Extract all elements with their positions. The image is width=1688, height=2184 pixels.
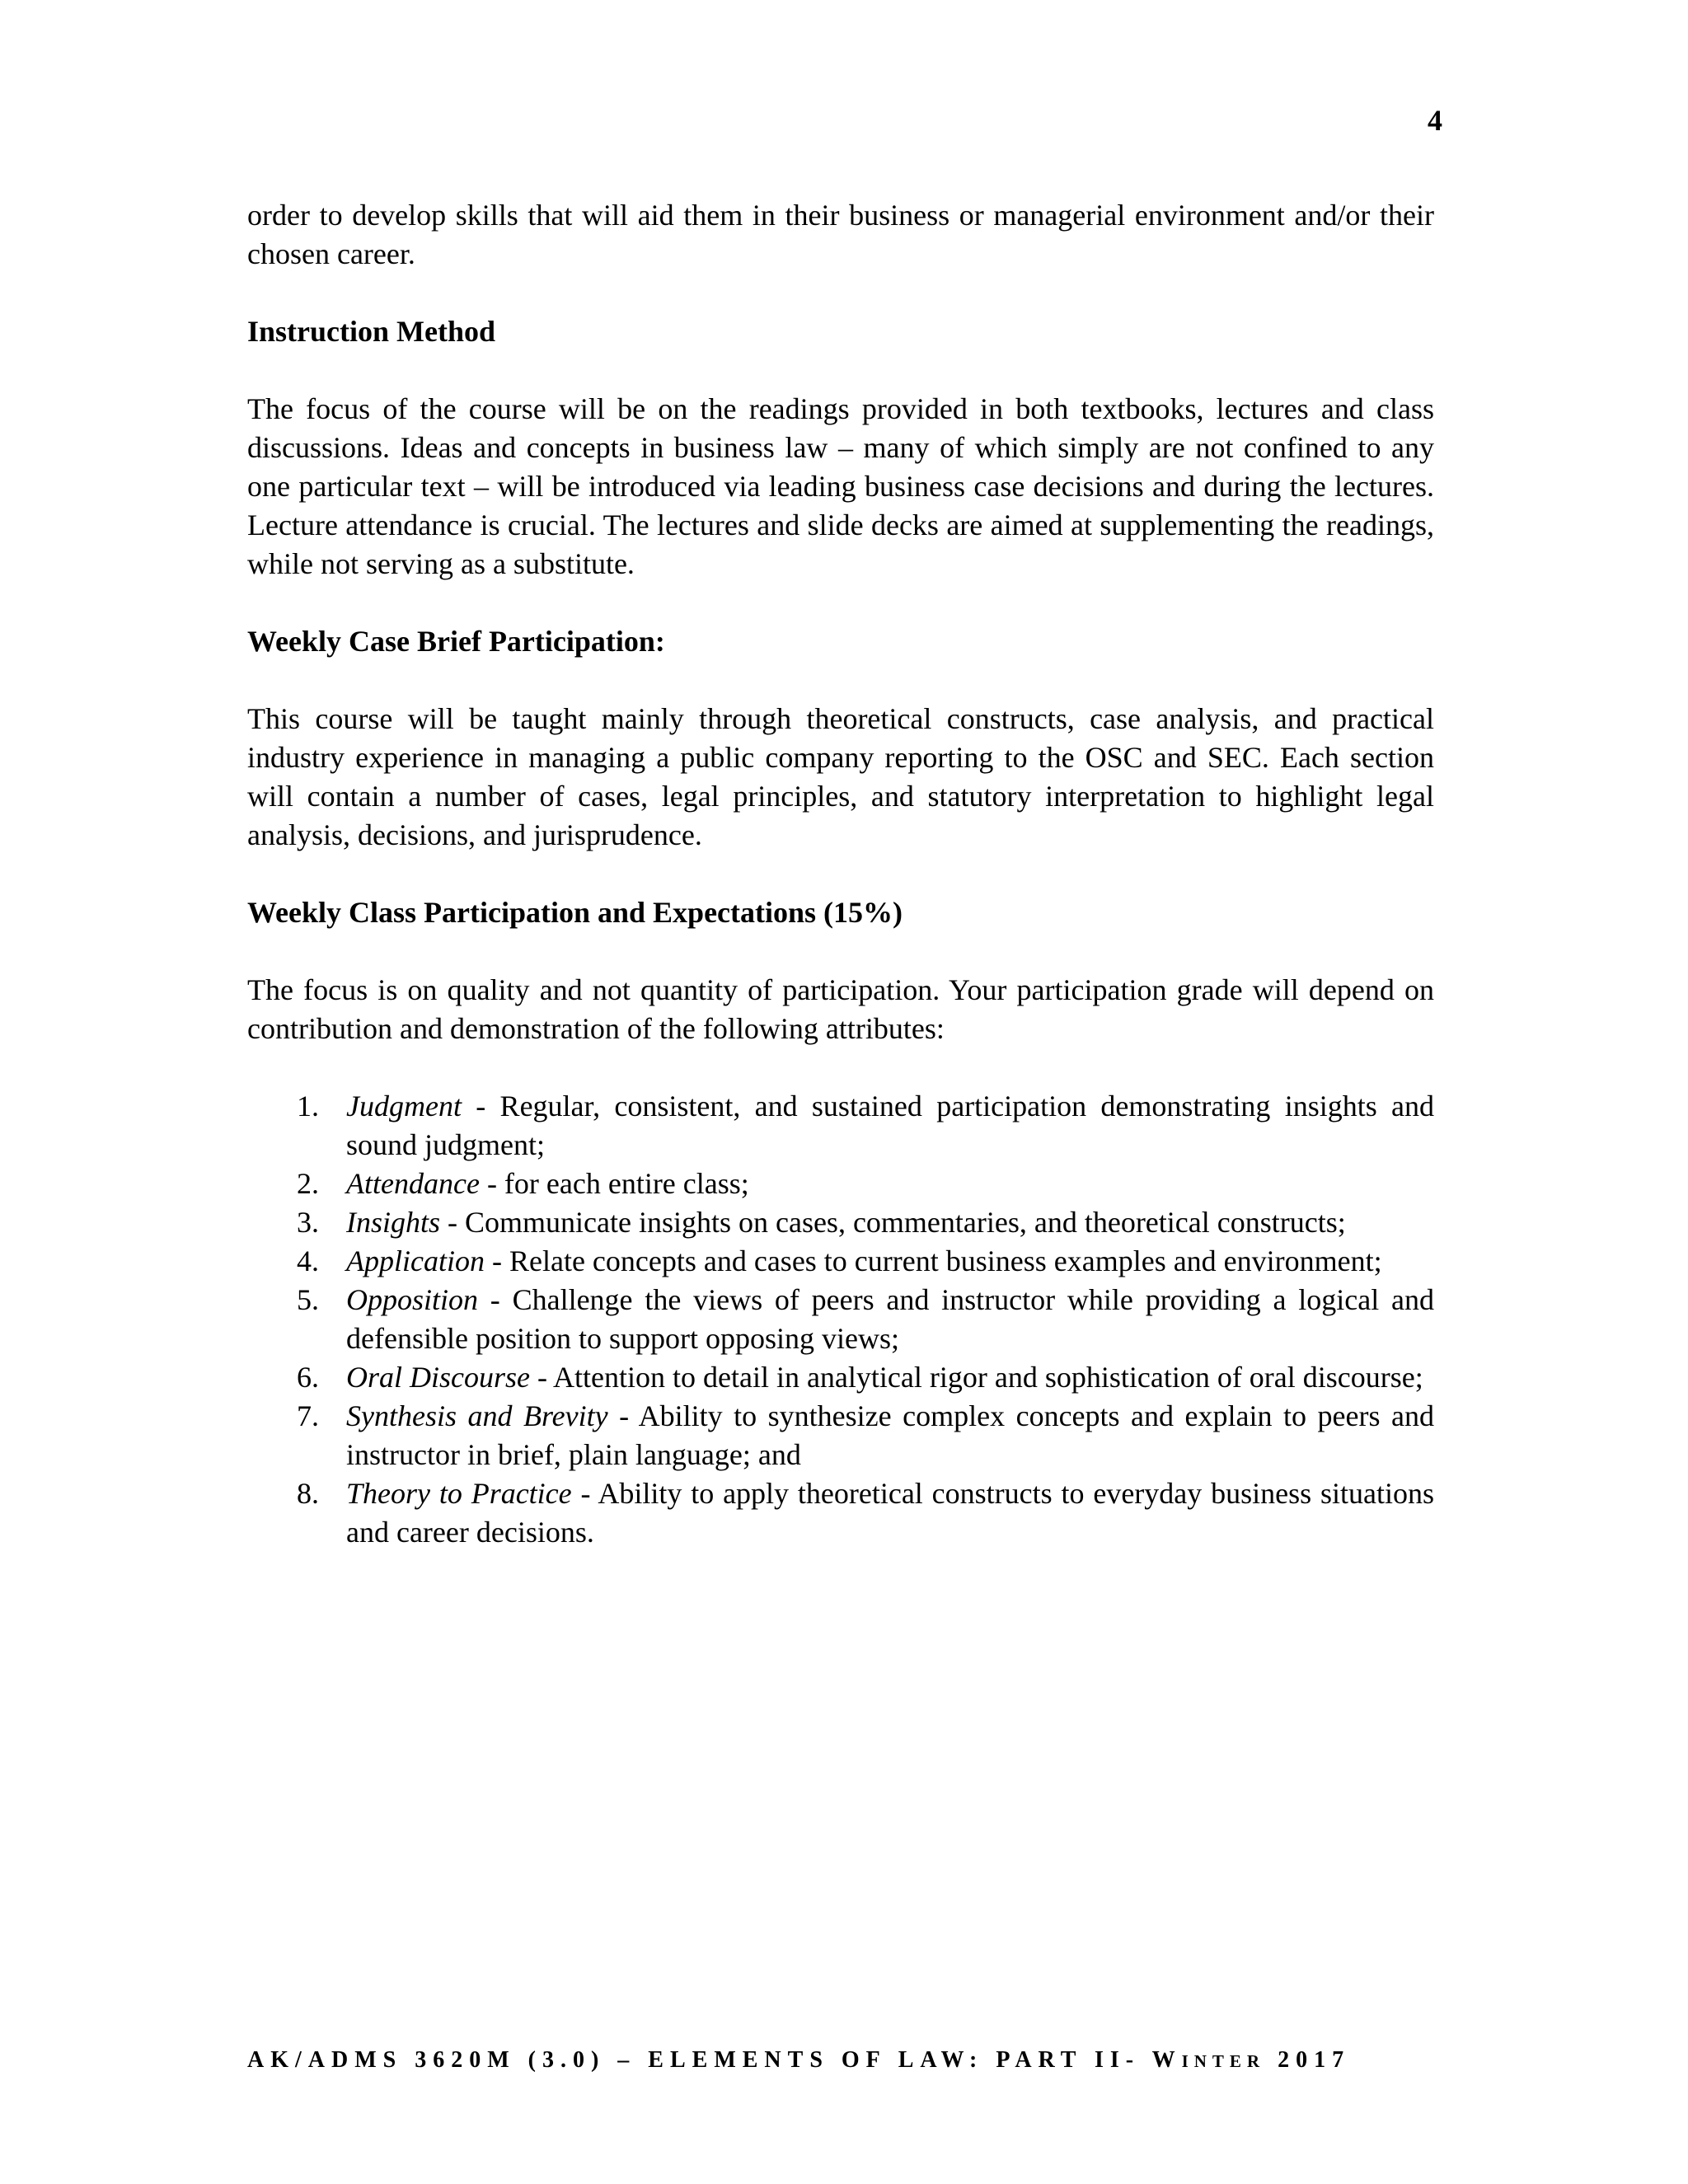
list-item-text: - Communicate insights on cases, commentaries, and theoretical constructs; — [440, 1206, 1346, 1239]
list-item — [247, 1165, 1434, 1203]
list-item-term: Oral Discourse — [346, 1361, 530, 1394]
list-item-number: 8. — [297, 1477, 319, 1510]
list-item — [247, 1358, 1434, 1397]
participation-body: The focus is on quality and not quantity of participation. Your participation grade will depend on contribution and demonstration of the following attributes: — [247, 973, 1434, 1045]
list-item — [247, 1474, 1434, 1552]
list-item — [247, 1397, 1434, 1474]
list-item — [247, 1281, 1434, 1358]
list-item-term: Synthesis and Brevity — [346, 1399, 608, 1432]
list-item — [247, 1087, 1434, 1165]
list-item-number: 2. — [297, 1167, 319, 1200]
page-number: 4 — [1428, 104, 1442, 137]
attributes-list — [247, 1087, 1434, 1552]
list-item-text: - Relate concepts and cases to current business examples and environment; — [484, 1244, 1382, 1277]
list-item-text: - Ability to apply theoretical constructs to everyday business situations and career decisions. — [346, 1477, 1434, 1549]
list-item-number: 4. — [297, 1244, 319, 1277]
instruction-method-heading: Instruction Method — [247, 315, 496, 348]
footer-year: 2017 — [1265, 2047, 1351, 2073]
case-brief-body: This course will be taught mainly through theoretical constructs, case analysis, and practical industry experience in managing a public company reporting to the OSC and SEC. Each section will contain a number of cases, legal principles, and statutory interpretation to highlight legal analysis, decisions, and jurisprudence. — [247, 702, 1434, 851]
list-item-number: 1. — [297, 1090, 319, 1122]
list-item-text: - Ability to synthesize complex concepts and explain to peers and instructor in brief, plain language; and — [346, 1399, 1434, 1471]
list-item-term: Insights — [346, 1206, 441, 1239]
list-item-text: - Regular, consistent, and sustained participation demonstrating insights and sound judgment; — [346, 1090, 1434, 1161]
list-item-text: - Attention to detail in analytical rigor and sophistication of oral discourse; — [530, 1361, 1423, 1394]
case-brief-heading: Weekly Case Brief Participation: — [247, 625, 665, 658]
list-item-term: Theory to Practice — [346, 1477, 572, 1510]
page-content — [247, 196, 1434, 1552]
list-item-text: - Challenge the views of peers and instructor while providing a logical and defensible position to support opposing views; — [346, 1283, 1434, 1355]
list-item — [247, 1242, 1434, 1281]
list-item-number: 7. — [297, 1399, 319, 1432]
list-item — [247, 1203, 1434, 1242]
list-item-term: Attendance — [346, 1167, 480, 1200]
footer-term-rest: INTER — [1181, 2051, 1266, 2071]
footer-course: AK/ADMS 3620M (3.0) – ELEMENTS OF LAW: PART II- — [247, 2047, 1152, 2073]
list-item-number: 5. — [297, 1283, 319, 1316]
list-item-text: - for each entire class; — [479, 1167, 749, 1200]
footer-term-initial: W — [1151, 2047, 1182, 2073]
instruction-method-body: The focus of the course will be on the readings provided in both textbooks, lectures and class discussions. Ideas and concepts in business law – many of which simply are not confined to any one particular text – will be introduced via leading business case decisions and during the lectures. Lecture attendance is crucial. The lectures and slide decks are aimed at supplementing the readings, while not serving as a substitute. — [247, 392, 1434, 580]
list-item-term: Opposition — [346, 1283, 479, 1316]
page-footer — [247, 2044, 1350, 2078]
participation-heading: Weekly Class Participation and Expectations (15%) — [247, 896, 903, 929]
list-item-term: Application — [346, 1244, 485, 1277]
list-item-number: 6. — [297, 1361, 319, 1394]
intro-continuation: order to develop skills that will aid them in their business or managerial environment and/or their chosen career. — [247, 199, 1434, 270]
list-item-number: 3. — [297, 1206, 319, 1239]
list-item-term: Judgment — [346, 1090, 462, 1122]
